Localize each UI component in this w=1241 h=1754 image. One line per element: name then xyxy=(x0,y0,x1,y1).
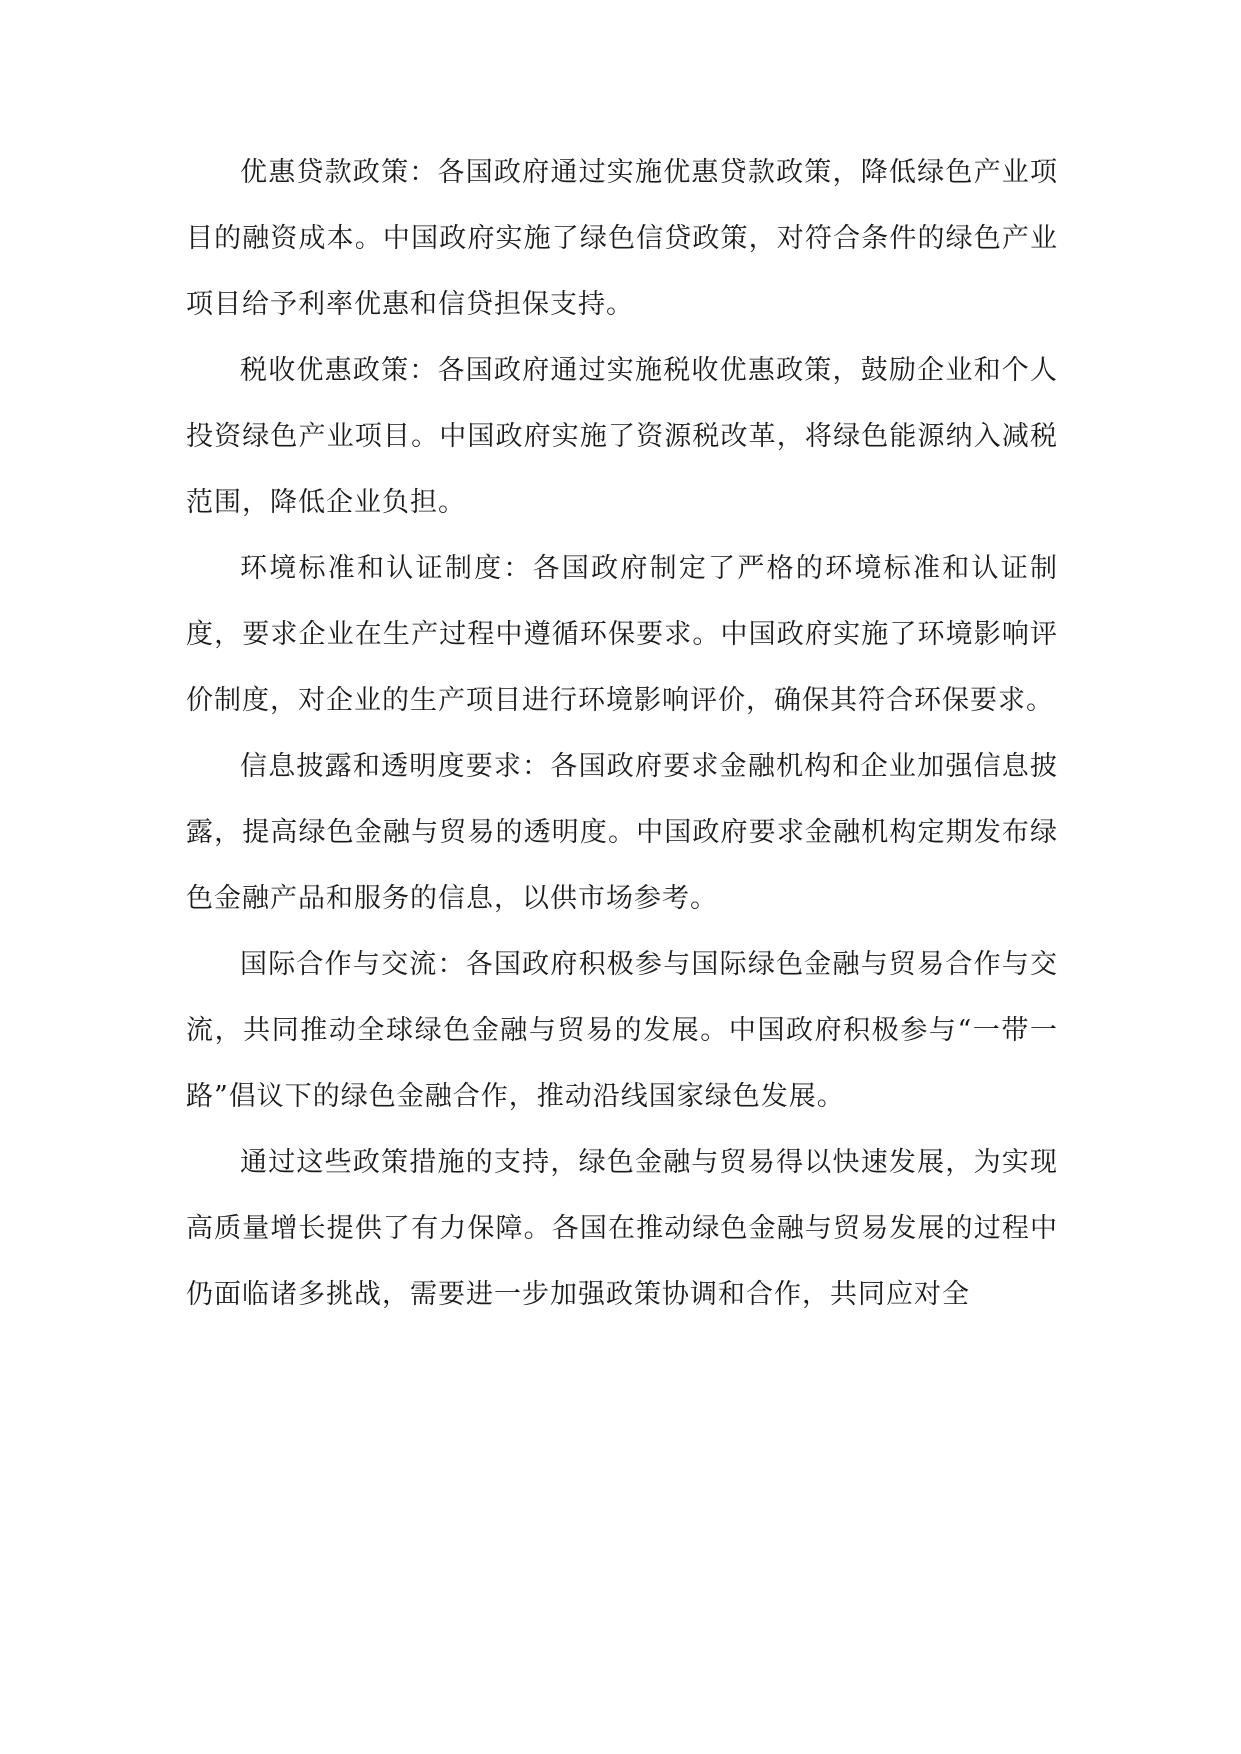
paragraph-tax-incentives: 税收优惠政策：各国政府通过实施税收优惠政策，鼓励企业和个人投资绿色产业项目。中国政府实施了资源税改革，将绿色能源纳入减税范围，降低企业负担。 xyxy=(186,355,1058,518)
paragraph-environmental-standards: 环境标准和认证制度：各国政府制定了严格的环境标准和认证制度，要求企业在生产过程中遵循环保要求。中国政府实施了环境影响评价制度，对企业的生产项目进行环境影响评价，确保其符合环保要求。 xyxy=(186,553,1058,716)
paragraph-information-disclosure: 信息披露和透明度要求：各国政府要求金融机构和企业加强信息披露，提高绿色金融与贸易的透明度。中国政府要求金融机构定期发布绿色金融产品和服务的信息，以供市场参考。 xyxy=(186,751,1058,914)
paragraph-international-cooperation: 国际合作与交流：各国政府积极参与国际绿色金融与贸易合作与交流，共同推动全球绿色金融与贸易的发展。中国政府积极参与“一带一路”倡议下的绿色金融合作，推动沿线国家绿色发展。 xyxy=(186,949,1058,1112)
document-body xyxy=(186,140,1058,1328)
paragraph-preferential-loans: 优惠贷款政策：各国政府通过实施优惠贷款政策，降低绿色产业项目的融资成本。中国政府实施了绿色信贷政策，对符合条件的绿色产业项目给予利率优惠和信贷担保支持。 xyxy=(186,157,1058,320)
paragraph-conclusion: 通过这些政策措施的支持，绿色金融与贸易得以快速发展，为实现高质量增长提供了有力保障。各国在推动绿色金融与贸易发展的过程中仍面临诸多挑战，需要进一步加强政策协调和合作，共同应对全 xyxy=(186,1147,1058,1310)
